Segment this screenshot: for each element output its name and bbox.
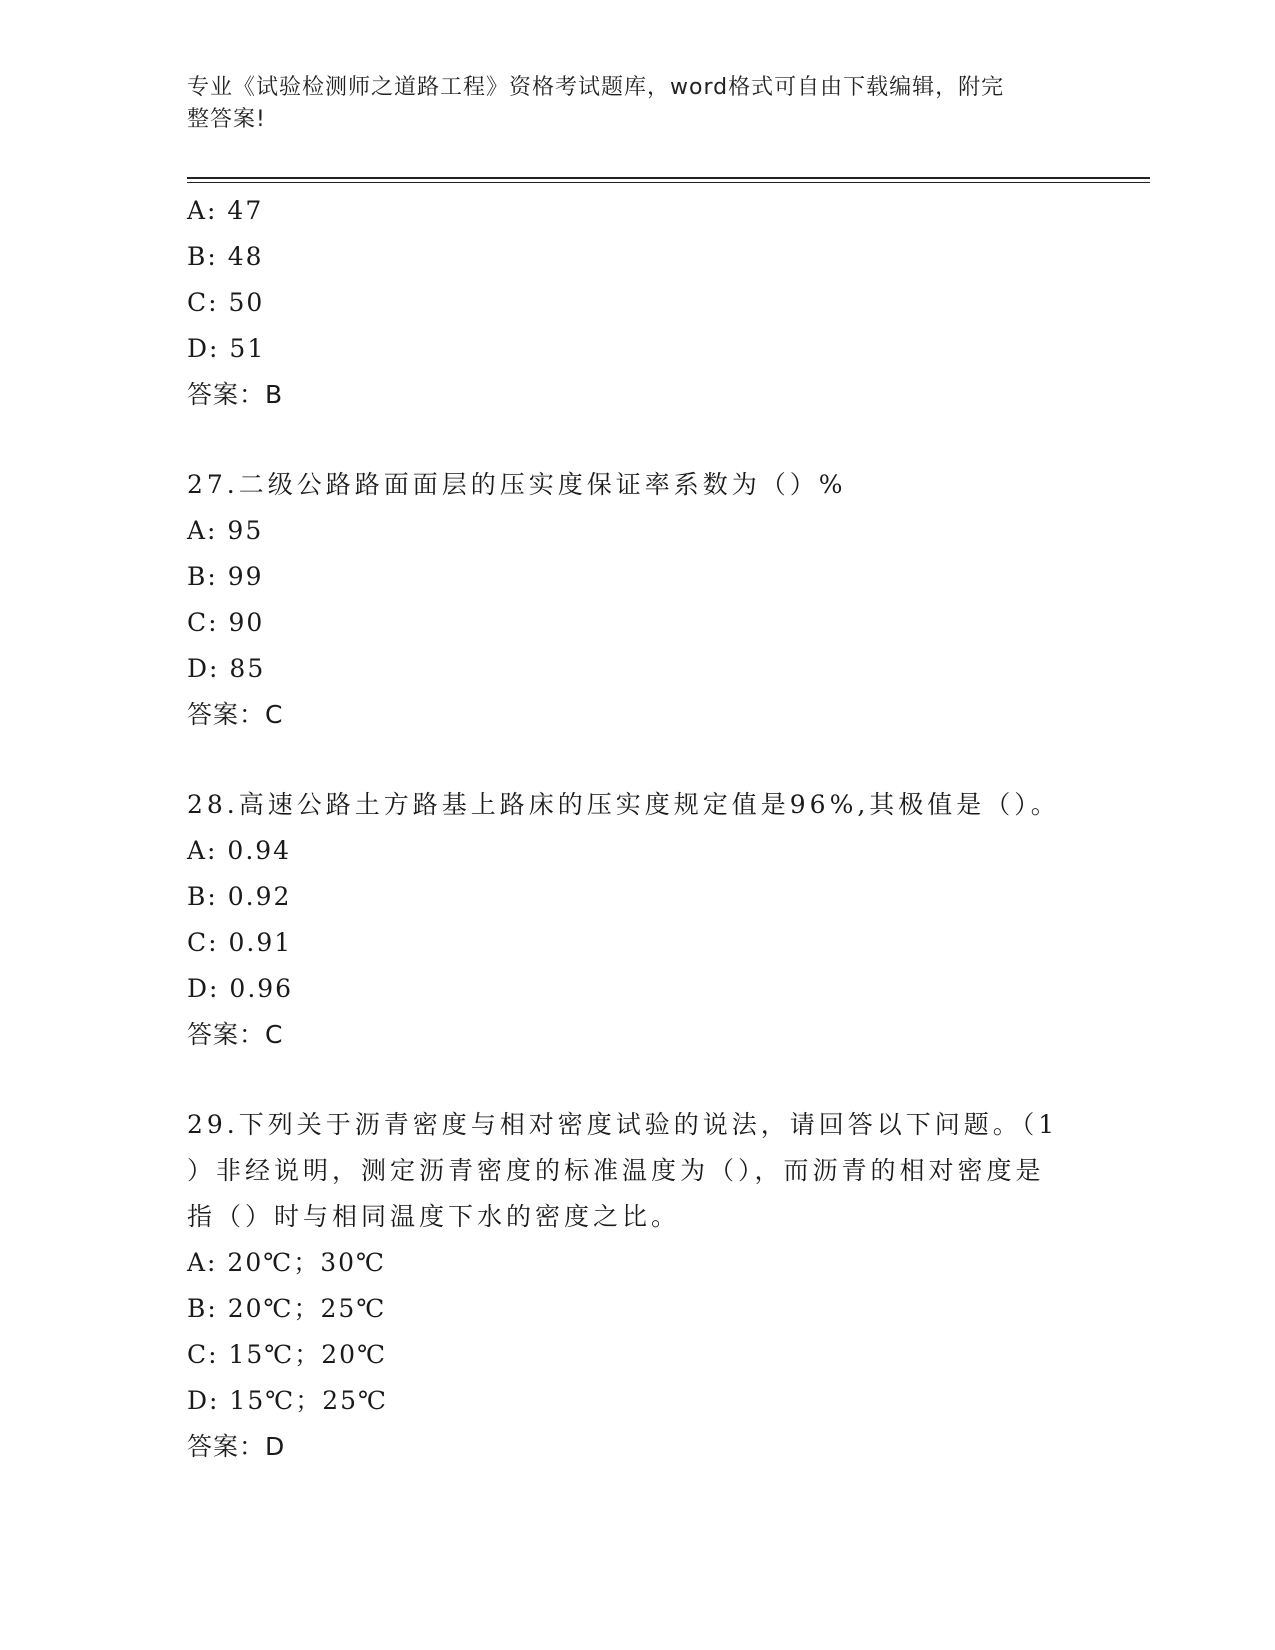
option-b: B: 48 <box>187 242 264 271</box>
question-stem: 27.二级公路路面面层的压实度保证率系数为（）% <box>187 470 847 499</box>
question-stem-line-1: 29.下列关于沥青密度与相对密度试验的说法，请回答以下问题。（1 <box>187 1110 1059 1139</box>
question-list <box>187 188 1087 1470</box>
question-27 <box>187 462 1087 738</box>
document-header <box>187 72 1067 136</box>
option-b: B: 0.92 <box>187 882 292 911</box>
option-d: D: 85 <box>187 654 266 683</box>
question-stem-line-2: ）非经说明，测定沥青密度的标准温度为（），而沥青的相对密度是 <box>187 1156 1045 1185</box>
option-d: D: 15℃；25℃ <box>187 1386 388 1415</box>
option-d: D: 51 <box>187 334 266 363</box>
option-c: C: 15℃；20℃ <box>187 1340 388 1369</box>
answer-line: 答案：C <box>187 1020 284 1049</box>
option-a: A: 20℃；30℃ <box>187 1248 386 1277</box>
option-b: B: 20℃；25℃ <box>187 1294 387 1323</box>
header-title-line-2: 整答案! <box>187 107 266 132</box>
option-c: C: 50 <box>187 288 265 317</box>
header-divider-thin <box>187 182 1150 183</box>
header-divider-thick <box>187 177 1150 179</box>
option-a: A: 95 <box>187 516 264 545</box>
option-a: A: 47 <box>187 196 264 225</box>
answer-line: 答案：D <box>187 1432 286 1461</box>
question-28 <box>187 782 1087 1058</box>
option-d: D: 0.96 <box>187 974 294 1003</box>
question-stem: 28.高速公路土方路基上路床的压实度规定值是96%,其极值是（）。 <box>187 790 1060 819</box>
question-29 <box>187 1102 1087 1470</box>
header-title-line-1: 专业《试验检测师之道路工程》资格考试题库，word格式可自由下载编辑，附完 <box>187 75 1005 100</box>
answer-line: 答案：B <box>187 380 284 409</box>
option-c: C: 90 <box>187 608 265 637</box>
option-a: A: 0.94 <box>187 836 292 865</box>
question-stem-line-3: 指（）时与相同温度下水的密度之比。 <box>187 1202 681 1231</box>
answer-line: 答案：C <box>187 700 284 729</box>
option-c: C: 0.91 <box>187 928 293 957</box>
option-b: B: 99 <box>187 562 264 591</box>
question-26 <box>187 188 1087 418</box>
